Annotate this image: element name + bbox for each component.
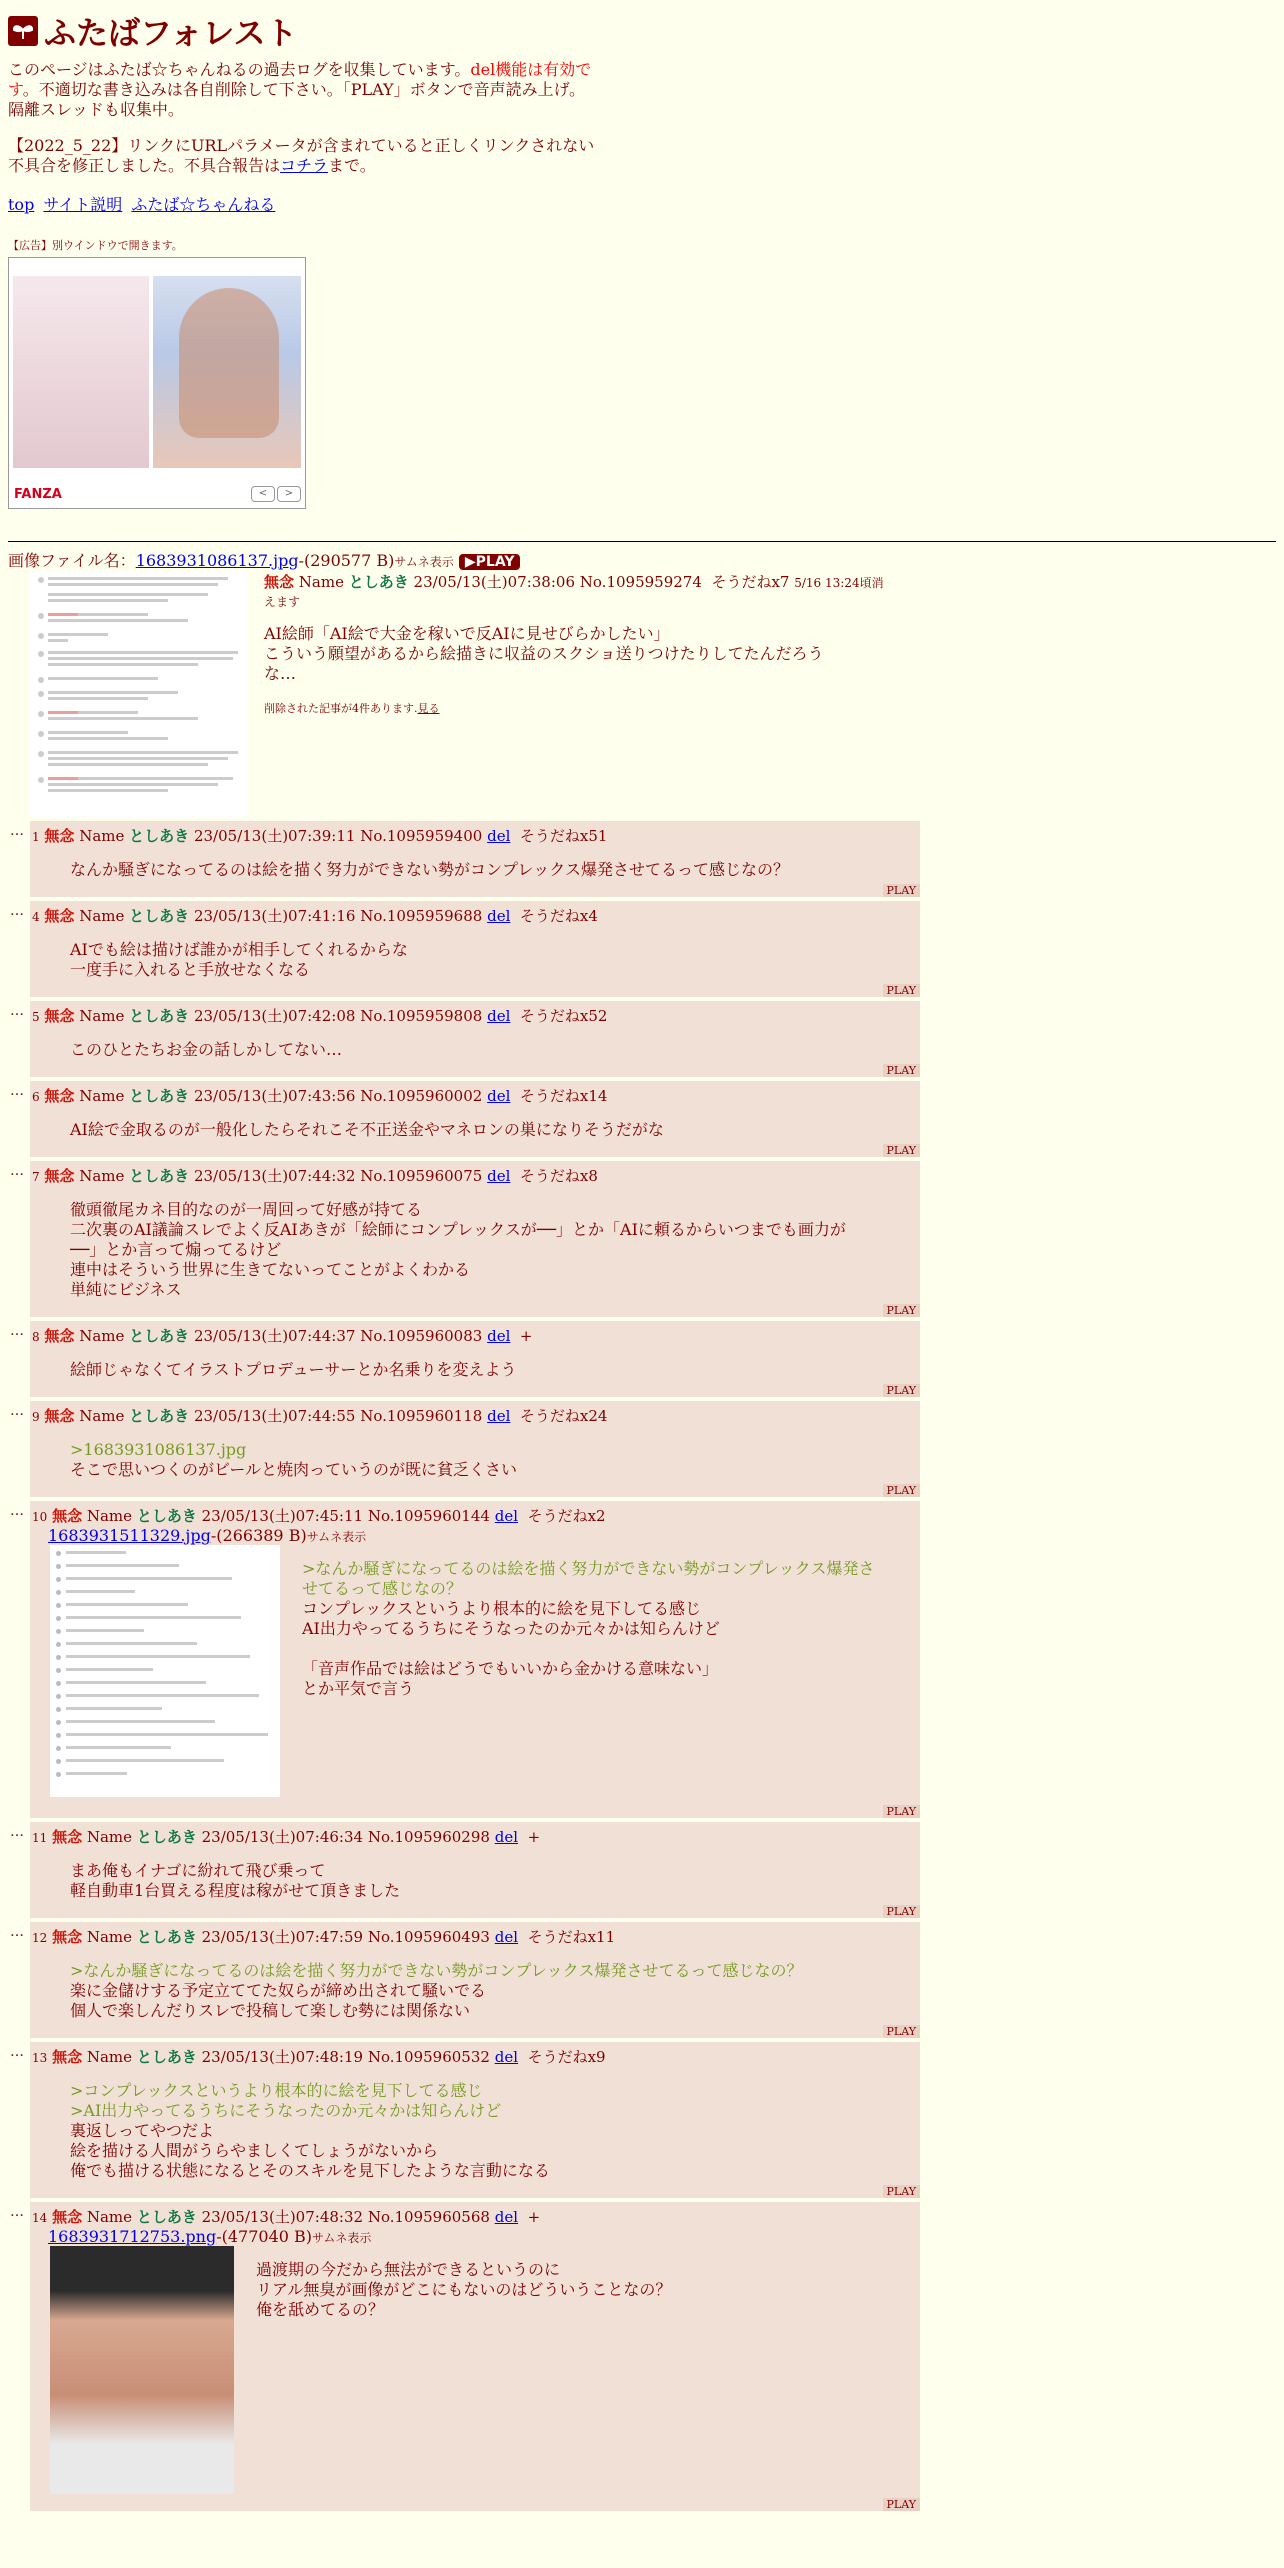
ad-next-button[interactable]: > <box>277 486 301 502</box>
reply-message <box>70 1861 920 1901</box>
reply-dots-icon: … <box>10 2044 24 2060</box>
reply-header <box>30 1505 920 1526</box>
reply-index: 11 <box>32 1831 48 1845</box>
post-subject: 無念 <box>52 2208 83 2226</box>
poster-name: としあき <box>136 2048 197 2066</box>
reply-play-button[interactable]: PLAY <box>883 884 920 897</box>
post-subject: 無念 <box>44 1327 75 1345</box>
sodane-button[interactable]: そうだねx4 <box>519 907 598 925</box>
op-post <box>8 571 1276 817</box>
bug-report-link[interactable]: コチラ <box>280 156 329 175</box>
reply-play-button[interactable]: PLAY <box>883 1064 920 1077</box>
image-reply <box>30 2246 920 2494</box>
reply-play-button[interactable]: PLAY <box>883 1484 920 1497</box>
message-line: 裏返しってやつだよ <box>70 2121 215 2140</box>
reply-dots-icon: … <box>10 1924 24 1940</box>
reply-message <box>70 1200 920 1300</box>
post-subject: 無念 <box>44 1167 75 1185</box>
message-line: 俺を舐めてるの？ <box>256 2300 385 2319</box>
op-message <box>264 624 884 684</box>
message-line: 個人で楽しんだりスレで投稿して楽しむ勢には関係ない <box>70 2001 471 2020</box>
post-subject: 無念 <box>52 1928 83 1946</box>
reply-index: 4 <box>32 910 40 924</box>
name-label: Name <box>86 1828 133 1846</box>
message-line <box>302 1639 874 1659</box>
post-subject: 無念 <box>264 573 295 591</box>
poster-name: としあき <box>348 573 409 591</box>
ad-brand-logo: FANZA <box>14 487 62 502</box>
reply-play-row <box>30 2181 920 2198</box>
sodane-button[interactable]: + <box>527 1828 541 1846</box>
name-label: Name <box>79 1007 125 1025</box>
reply-header <box>30 1926 920 1947</box>
reply-header <box>30 905 920 926</box>
message-line: な… <box>264 664 297 683</box>
message-line: 「音声作品では絵はどうでもいいから金かける意味ない」 <box>302 1659 719 1678</box>
reply-message <box>70 2081 920 2181</box>
del-enabled-text: す <box>8 80 23 99</box>
post-number[interactable]: No.1095960075 <box>360 1167 483 1185</box>
reply-play-row <box>30 1060 920 1077</box>
op-file-link[interactable]: 1683931086137.jpg <box>135 551 299 570</box>
quote-line: >AI出力やってるうちにそうなったのか元々かは知らんけど <box>70 2101 502 2120</box>
post-number[interactable]: No.1095959274 <box>579 573 702 591</box>
divider <box>8 541 1276 542</box>
reply-message <box>70 1440 920 1480</box>
post-date: 23/05/13(土)07:42:08 <box>193 1007 356 1025</box>
message-line: 楽に金儲けする予定立ててた奴らが締め出されて騒いでる <box>70 1981 487 2000</box>
del-enabled-text: del機能は有効で <box>470 60 592 79</box>
reply-image[interactable] <box>50 1545 280 1797</box>
reply-box <box>30 2042 920 2198</box>
del-link[interactable]: del <box>487 827 511 845</box>
reply-header <box>30 825 920 846</box>
message-line: ──」とか言って煽ってるけど <box>70 1240 282 1259</box>
table-row <box>8 1001 1276 1077</box>
post-number[interactable]: No.1095959400 <box>360 827 483 845</box>
deleted-notice <box>264 700 884 716</box>
post-subject: 無念 <box>52 1828 83 1846</box>
file-size: -(266389 B) <box>210 1526 307 1545</box>
name-label: Name <box>79 1087 125 1105</box>
op-play-button[interactable]: ▶PLAY <box>459 554 521 570</box>
reply-play-button[interactable]: PLAY <box>883 984 920 997</box>
reply-list <box>8 817 1276 2511</box>
file-line <box>30 2227 920 2246</box>
reply-file-link[interactable]: 1683931511329.jpg <box>48 1526 211 1545</box>
reply-play-button[interactable]: PLAY <box>883 1905 920 1918</box>
quote-line: >1683931086137.jpg <box>70 1440 247 1459</box>
reply-box <box>30 1922 920 2038</box>
post-date: 23/05/13(土)07:48:32 <box>201 2208 364 2226</box>
post-number[interactable]: No.1095960532 <box>367 2048 490 2066</box>
sodane-button[interactable]: そうだねx51 <box>519 827 608 845</box>
post-date: 23/05/13(土)07:44:55 <box>193 1407 356 1425</box>
del-link[interactable]: del <box>487 1087 511 1105</box>
post-subject: 無念 <box>44 1087 75 1105</box>
sodane-button[interactable]: + <box>527 2208 541 2226</box>
sodane-button[interactable]: そうだねx52 <box>519 1007 608 1025</box>
del-link[interactable]: del <box>487 1007 511 1025</box>
reply-play-button[interactable]: PLAY <box>883 1384 920 1397</box>
message-line: このひとたちお金の話しかしてない… <box>70 1040 343 1059</box>
poster-name: としあき <box>136 1828 197 1846</box>
reply-header <box>30 1005 920 1026</box>
sodane-button[interactable]: そうだねx14 <box>519 1087 608 1105</box>
reply-index: 14 <box>32 2211 48 2225</box>
intro-text <box>8 60 598 120</box>
reply-index: 7 <box>32 1170 40 1184</box>
post-number[interactable]: No.1095960568 <box>367 2208 490 2226</box>
message-line: とか平気で言う <box>302 1679 415 1698</box>
message-line: 過渡期の今だから無法ができるというのに <box>256 2260 561 2279</box>
reply-dots-icon: … <box>10 1824 24 1840</box>
nav-about-link[interactable]: サイト説明 <box>43 195 123 214</box>
reply-play-button[interactable]: PLAY <box>883 2185 920 2198</box>
reply-dots-icon: … <box>10 1403 24 1419</box>
ad-image-left <box>13 276 149 468</box>
reply-message <box>70 940 920 980</box>
post-date: 23/05/13(土)07:45:11 <box>201 1507 364 1525</box>
reply-box <box>30 1321 920 1397</box>
message-line: 単純にビジネス <box>70 1280 182 1299</box>
reply-index: 10 <box>32 1510 48 1524</box>
post-date: 23/05/13(土)07:41:16 <box>193 907 356 925</box>
reply-box <box>30 901 920 997</box>
reply-header <box>30 2206 920 2227</box>
name-label: Name <box>79 827 125 845</box>
del-link[interactable]: del <box>487 1327 511 1345</box>
post-subject: 無念 <box>44 827 75 845</box>
site-header <box>8 8 1276 54</box>
ad-prev-button[interactable]: < <box>251 486 275 502</box>
message-line: AI絵師「AI絵で大金を稼いで反AIに見せびらかしたい」 <box>264 624 670 643</box>
message-line: 連中はそういう世界に生きてないってことがよくわかる <box>70 1260 471 1279</box>
notice <box>8 136 598 176</box>
message-line: こういう願望があるから絵描きに収益のスクショ送りつけたりしてたんだろう <box>264 644 824 663</box>
thumb-toggle[interactable]: サムネ表示 <box>312 2231 372 2245</box>
site-title[interactable]: ふたばフォレスト <box>44 14 298 52</box>
poster-name: としあき <box>129 1087 190 1105</box>
reply-image[interactable] <box>50 2246 234 2494</box>
reply-play-button[interactable]: PLAY <box>883 2025 920 2038</box>
post-subject: 無念 <box>44 1407 75 1425</box>
name-label: Name <box>79 907 125 925</box>
post-subject: 無念 <box>44 1007 75 1025</box>
sodane-button[interactable]: そうだねx11 <box>527 1928 616 1946</box>
post-subject: 無念 <box>52 1507 83 1525</box>
name-label: Name <box>86 2048 133 2066</box>
reply-play-row <box>30 1380 920 1397</box>
quote-line: せてるって感じなの？ <box>302 1579 463 1598</box>
poster-name: としあき <box>129 1007 190 1025</box>
reply-message <box>70 1040 920 1060</box>
op-body <box>264 571 884 716</box>
reply-header <box>30 1405 920 1426</box>
quote-line: >コンプレックスというより根本的に絵を見下してる感じ <box>70 2081 483 2100</box>
poster-name: としあき <box>129 1407 190 1425</box>
del-link[interactable]: del <box>487 907 511 925</box>
reply-box <box>30 1161 920 1317</box>
reply-play-row <box>30 1801 920 1818</box>
reply-box <box>30 1501 920 1818</box>
op-thumbnail[interactable] <box>30 571 248 817</box>
message-line: まあ俺もイナゴに紛れて飛び乗って <box>70 1861 326 1880</box>
message-line: コンプレックスというより根本的に絵を見下してる感じ <box>302 1599 702 1618</box>
reply-index: 8 <box>32 1330 40 1344</box>
reply-box <box>30 1822 920 1918</box>
message-line: AI出力やってるうちにそうなったのか元々かは知らんけど <box>302 1619 720 1638</box>
deleted-text: 削除された記事が4件あります. <box>264 702 418 715</box>
sodane-button[interactable]: そうだねx9 <box>527 2048 606 2066</box>
reply-play-row <box>30 2021 920 2038</box>
reply-index: 9 <box>32 1410 40 1424</box>
message-line: 絵を描ける人間がうらやましくてしょうがないから <box>70 2141 439 2160</box>
table-row <box>8 1321 1276 1397</box>
sodane-button[interactable]: そうだねx2 <box>527 1507 606 1525</box>
del-link[interactable]: del <box>494 1928 519 1946</box>
post-date: 23/05/13(土)07:39:11 <box>193 827 356 845</box>
post-date: 23/05/13(土)07:47:59 <box>201 1928 364 1946</box>
poster-name: としあき <box>136 1928 197 1946</box>
reply-message <box>70 1120 920 1140</box>
post-number[interactable]: No.1095960493 <box>367 1928 490 1946</box>
message-line: 一度手に入れると手放せなくなる <box>70 960 311 979</box>
del-link[interactable]: del <box>494 1507 519 1525</box>
post-date: 23/05/13(土)07:44:37 <box>193 1327 356 1345</box>
file-size: -(290577 B) <box>298 551 395 570</box>
reply-box <box>30 1081 920 1157</box>
reply-header <box>30 1325 920 1346</box>
message-line: そこで思いつくのがビールと焼肉っていうのが既に貧乏くさい <box>70 1460 518 1479</box>
post-date: 23/05/13(土)07:44:32 <box>193 1167 356 1185</box>
op-file-line <box>8 548 1276 571</box>
table-row <box>8 1922 1276 2038</box>
reply-box <box>30 821 920 897</box>
file-line <box>30 1526 920 1545</box>
notice-tail: まで。 <box>328 156 376 175</box>
expire-text: 5/16 13:24頃消えます <box>264 576 884 609</box>
post-subject: 無念 <box>44 907 75 925</box>
file-label: 画像ファイル名： <box>8 551 136 570</box>
reply-dots-icon: … <box>10 823 24 839</box>
reply-dots-icon: … <box>10 1503 24 1519</box>
reply-index: 12 <box>32 1931 48 1945</box>
post-date: 23/05/13(土)07:48:19 <box>201 2048 364 2066</box>
futaba-leaf-icon <box>8 16 38 46</box>
reply-header <box>30 1085 920 1106</box>
reply-message <box>70 1360 920 1380</box>
name-label: Name <box>298 573 344 591</box>
nav-links <box>8 192 1276 215</box>
reply-file-link[interactable]: 1683931712753.png <box>48 2227 217 2246</box>
poster-name: としあき <box>129 907 190 925</box>
image-reply <box>30 1545 920 1801</box>
table-row <box>8 2042 1276 2198</box>
thumb-toggle[interactable]: サムネ表示 <box>394 555 454 569</box>
table-row <box>8 1081 1276 1157</box>
reply-play-row <box>30 880 920 897</box>
table-row <box>8 1161 1276 1317</box>
reply-play-button[interactable]: PLAY <box>883 1304 920 1317</box>
quote-line: >なんか騒ぎになってるのは絵を描く努力ができない勢がコンプレックス爆発さ <box>302 1559 875 1578</box>
post-date: 23/05/13(土)07:43:56 <box>193 1087 356 1105</box>
name-label: Name <box>79 1167 125 1185</box>
post-date: 23/05/13(土)07:46:34 <box>201 1828 364 1846</box>
reply-play-button[interactable]: PLAY <box>883 1144 920 1157</box>
reply-play-row <box>30 1480 920 1497</box>
table-row <box>8 901 1276 997</box>
del-link[interactable]: del <box>494 2048 519 2066</box>
ad-label: 【広告】別ウインドウで開きます。 <box>8 239 183 252</box>
nav-top-link[interactable]: top <box>8 195 35 214</box>
reply-index: 1 <box>32 830 40 844</box>
reply-box <box>30 1401 920 1497</box>
reply-play-button[interactable]: PLAY <box>883 1805 920 1818</box>
poster-name: としあき <box>129 1327 190 1345</box>
poster-name: としあき <box>136 2208 197 2226</box>
reply-dots-icon: … <box>10 2204 24 2220</box>
reply-play-row <box>30 2494 920 2511</box>
reply-message <box>302 1559 874 1801</box>
reply-index: 6 <box>32 1090 40 1104</box>
del-link[interactable]: del <box>494 1828 519 1846</box>
reply-play-row <box>30 1140 920 1157</box>
op-header <box>264 571 884 610</box>
message-line: 二次裏のAI議論スレでよく反AIあきが「絵師にコンプレックスが──」とか「AIに頼るからいつまでも画力が <box>70 1220 846 1239</box>
table-row <box>8 1501 1276 1818</box>
table-row <box>8 821 1276 897</box>
message-line: 絵師じゃなくてイラストプロデューサーとか名乗りを変えよう <box>70 1360 517 1379</box>
quote-line: >なんか騒ぎになってるのは絵を描く努力ができない勢がコンプレックス爆発させてるって感じなの？ <box>70 1961 803 1980</box>
reply-index: 5 <box>32 1010 40 1024</box>
sodane-button[interactable]: そうだねx7 <box>711 573 790 591</box>
reply-header <box>30 1826 920 1847</box>
reply-play-row <box>30 1300 920 1317</box>
poster-name: としあき <box>129 827 190 845</box>
message-line: AIでも絵は描けば誰かが相手してくれるからな <box>70 940 408 959</box>
ad-banner[interactable] <box>8 257 306 509</box>
del-link[interactable]: del <box>487 1167 511 1185</box>
reply-header <box>30 2046 920 2067</box>
message-line: 俺でも描ける状態になるとそのスキルを見下したような言動になる <box>70 2161 550 2180</box>
reply-play-row <box>30 980 920 997</box>
table-row <box>8 1822 1276 1918</box>
ad-character <box>179 288 279 438</box>
reply-dots-icon: … <box>10 1323 24 1339</box>
table-row <box>8 1401 1276 1497</box>
name-label: Name <box>86 1928 133 1946</box>
intro-line: 。不適切な書き込みは各自削除して下さい。「PLAY」ボタンで音声読み上げ。 <box>22 80 585 99</box>
message-line: なんか騒ぎになってるのは絵を描く努力ができない勢がコンプレックス爆発させてるって感じなの？ <box>70 860 790 879</box>
reply-play-row <box>30 1901 920 1918</box>
sodane-button[interactable]: そうだねx8 <box>519 1167 598 1185</box>
poster-name: としあき <box>129 1167 190 1185</box>
post-number[interactable]: No.1095960298 <box>367 1828 490 1846</box>
nav-futaba-link[interactable]: ふたば☆ちゃんねる <box>131 195 276 214</box>
message-line: リアル無臭が画像がどこにもないのはどういうことなの？ <box>256 2280 672 2299</box>
table-row <box>8 2202 1276 2511</box>
file-size: -(477040 B) <box>216 2227 313 2246</box>
reply-box <box>30 2202 920 2511</box>
name-label: Name <box>79 1327 125 1345</box>
message-line: 軽自動車1台買える程度は稼がせて頂きました <box>70 1881 401 1900</box>
post-number[interactable]: No.1095960083 <box>360 1327 483 1345</box>
reply-box <box>30 1001 920 1077</box>
post-number[interactable]: No.1095960144 <box>367 1507 490 1525</box>
reply-message <box>256 2260 671 2494</box>
sodane-button[interactable]: + <box>519 1327 533 1345</box>
name-label: Name <box>79 1407 125 1425</box>
message-line: AI絵で金取るのが一般化したらそれこそ不正送金やマネロンの巣になりそうだがな <box>70 1120 664 1139</box>
reply-header <box>30 1165 920 1186</box>
post-date: 23/05/13(土)07:38:06 <box>413 573 575 591</box>
message-line: 徹頭徹尾カネ目的なのが一周回って好感が持てる <box>70 1200 423 1219</box>
name-label: Name <box>86 2208 133 2226</box>
reply-dots-icon: … <box>10 1083 24 1099</box>
reply-message <box>70 1961 920 2021</box>
post-number[interactable]: No.1095959688 <box>360 907 483 925</box>
del-link[interactable]: del <box>487 1407 511 1425</box>
post-number[interactable]: No.1095960118 <box>360 1407 483 1425</box>
post-number[interactable]: No.1095959808 <box>360 1007 483 1025</box>
del-link[interactable]: del <box>494 2208 519 2226</box>
reply-dots-icon: … <box>10 1003 24 1019</box>
sodane-button[interactable]: そうだねx24 <box>519 1407 608 1425</box>
reply-dots-icon: … <box>10 1163 24 1179</box>
reply-message <box>70 860 920 880</box>
intro-line: このページはふたば☆ちゃんねるの過去ログを収集しています。 <box>8 60 471 79</box>
name-label: Name <box>86 1507 133 1525</box>
intro-line: 隔離スレッドも収集中。 <box>8 100 184 119</box>
reply-play-button[interactable]: PLAY <box>883 2498 920 2511</box>
notice-text: 【2022_5_22】リンクにURLパラメータが含まれていると正しくリンクされない不具合を修正しました。不具合報告は <box>8 136 595 175</box>
post-subject: 無念 <box>52 2048 83 2066</box>
reply-index: 13 <box>32 2051 48 2065</box>
show-deleted-link[interactable]: 見る <box>417 702 440 715</box>
thumb-toggle[interactable]: サムネ表示 <box>306 1530 367 1544</box>
reply-dots-icon: … <box>10 903 24 919</box>
post-number[interactable]: No.1095960002 <box>360 1087 483 1105</box>
poster-name: としあき <box>136 1507 197 1525</box>
